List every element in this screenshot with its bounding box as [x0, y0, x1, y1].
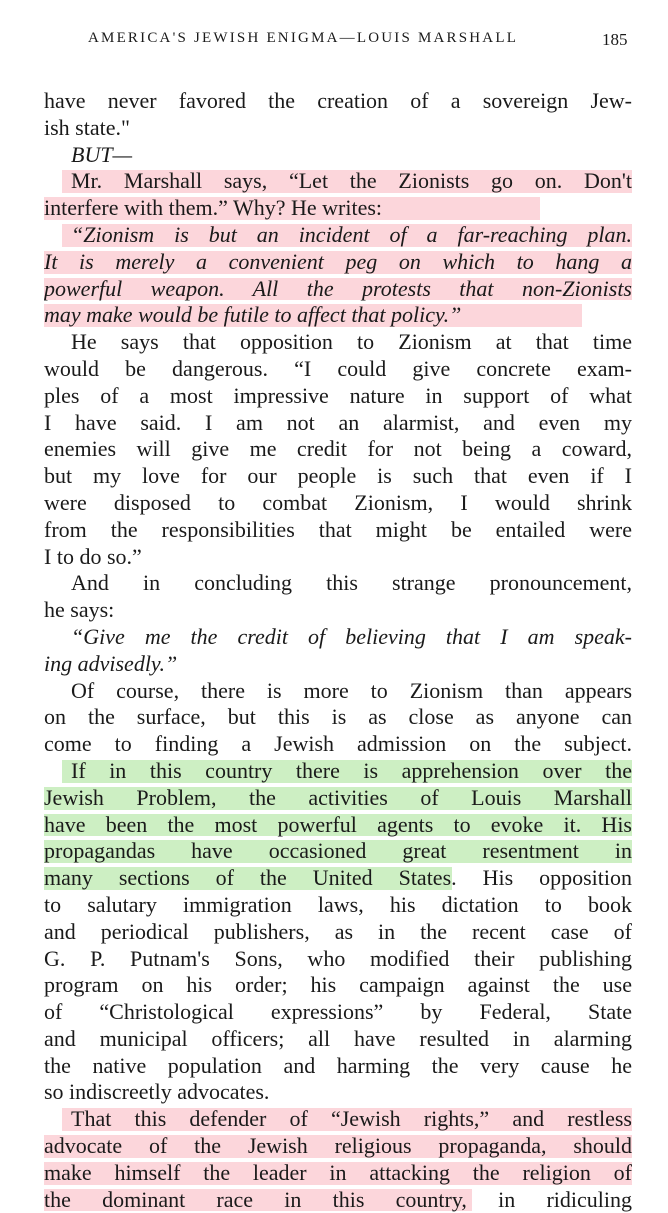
text-line: ing advisedly.”	[44, 650, 178, 676]
page-number: 185	[602, 30, 628, 49]
text-line: the native population and harming the very cause he	[44, 1052, 632, 1078]
highlighted-line: Mr. Marshall says, “Let the Zionists go on. Don't	[44, 168, 632, 195]
text-line: he says:	[44, 597, 115, 623]
text-line: would be dangerous. “I could give concrete exam-	[44, 355, 632, 381]
text-line: have never favored the creation of a sovereign Jew-	[44, 88, 632, 113]
highlighted-line: the dominant race in this country, in ridiculing	[44, 1187, 632, 1213]
text-line: I to do so.”	[44, 543, 142, 569]
highlighted-line: may make would be futile to affect that policy.”	[44, 302, 632, 329]
text-line: to salutary immigration laws, his dictation to book	[44, 891, 632, 917]
text-line: but my love for our people is such that even if I	[44, 463, 632, 489]
running-header	[0, 30, 668, 60]
highlighted-line: If in this country there is apprehension over the	[44, 758, 632, 785]
text-line: He says that opposition to Zionism at that time	[71, 329, 632, 355]
text-line: program on his order; his campaign against the use	[44, 972, 632, 998]
text-line: and periodical publishers, as in the recent case of	[44, 918, 632, 944]
highlighted-line: That this defender of “Jewish rights,” and restless	[44, 1106, 632, 1133]
text-line: on the surface, but this is as close as anyone can	[44, 704, 632, 730]
highlighted-line: make himself the leader in attacking the religion of	[44, 1160, 632, 1187]
highlighted-line: “Zionism is but an incident of a far-reaching plan.	[44, 222, 632, 249]
text-line: from the responsibilities that might be entailed were	[44, 516, 632, 542]
text-line: of “Christological expressions” by Federal, State	[44, 999, 632, 1025]
text-line: G. P. Putnam's Sons, who modified their publishing	[44, 945, 632, 971]
running-title: AMERICA'S JEWISH ENIGMA—LOUIS MARSHALL	[88, 30, 519, 46]
highlighted-line: interfere with them.” Why? He writes:	[44, 195, 632, 222]
page-body	[44, 88, 632, 1213]
text-line: enemies will give me credit for not being a coward,	[44, 436, 632, 462]
text-line: and municipal officers; all have resulted in alarming	[44, 1025, 632, 1051]
text-line: ples of a most impressive nature in support of what	[44, 382, 632, 408]
highlighted-line: have been the most powerful agents to evoke it. His	[44, 812, 632, 839]
text-line: were disposed to combat Zionism, I would shrink	[44, 489, 632, 515]
text-line: And in concluding this strange pronouncement,	[71, 570, 632, 596]
highlighted-line: many sections of the United States. His opposition	[44, 865, 632, 892]
text-line: so indiscreetly advocates.	[44, 1079, 270, 1105]
text-line: “Give me the credit of believing that I am speak-	[71, 623, 632, 649]
highlighted-line: advocate of the Jewish religious propaganda, should	[44, 1133, 632, 1160]
text-line: come to finding a Jewish admission on the subject.	[44, 731, 632, 757]
highlighted-line: powerful weapon. All the protests that non-Zionists	[44, 276, 632, 303]
highlighted-line: It is merely a convenient peg on which to hang a	[44, 249, 632, 276]
text-line: I have said. I am not an alarmist, and even my	[44, 409, 632, 435]
highlighted-line: Jewish Problem, the activities of Louis Marshall	[44, 785, 632, 812]
text-line: Of course, there is more to Zionism than appears	[71, 677, 632, 703]
text-line: ish state."	[44, 114, 130, 140]
text-line: BUT—	[71, 141, 133, 167]
highlighted-line: propagandas have occasioned great resentment in	[44, 838, 632, 865]
